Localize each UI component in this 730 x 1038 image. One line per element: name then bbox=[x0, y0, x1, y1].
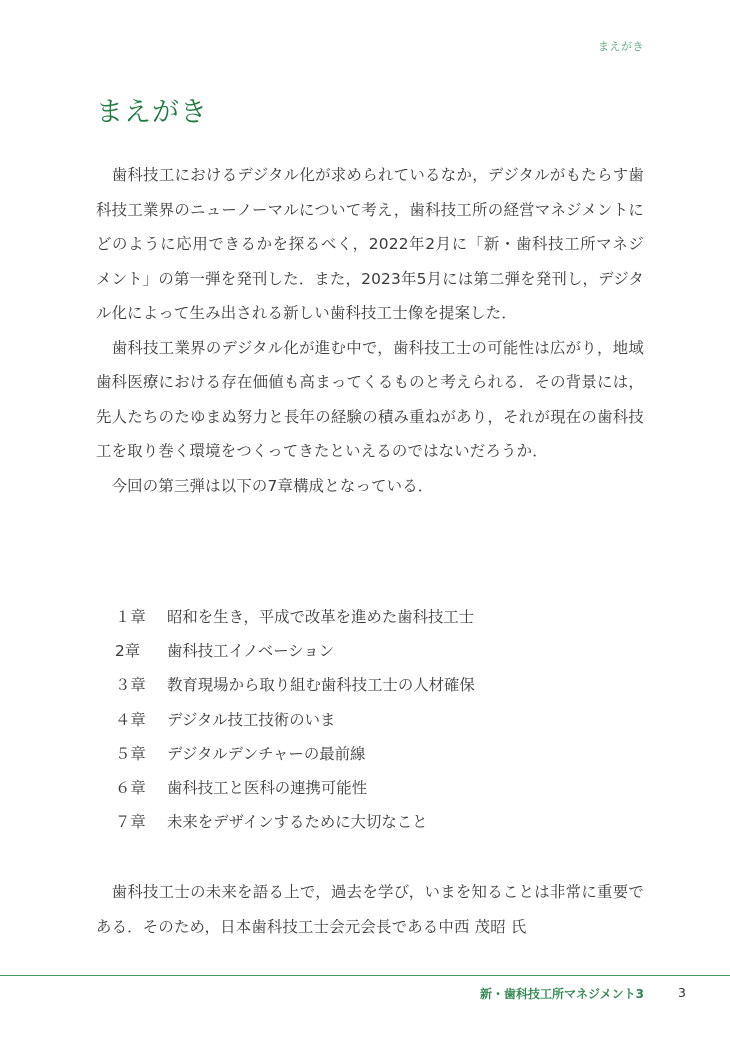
paragraph-3: 今回の第三弾は以下の7章構成となっている． bbox=[96, 476, 434, 495]
running-head: まえがき bbox=[598, 40, 644, 53]
chapter-item bbox=[115, 805, 475, 839]
chapter-number: ４章 bbox=[115, 710, 146, 729]
closing-text bbox=[96, 875, 644, 944]
chapter-list bbox=[115, 600, 475, 839]
chapter-title: デジタル技工技術のいま bbox=[167, 710, 336, 729]
chapter-title: 歯科技工と医科の連携可能性 bbox=[167, 779, 368, 798]
footer-rule bbox=[0, 975, 730, 976]
chapter-item bbox=[115, 668, 475, 702]
closing-paragraph: 歯科技工士の未来を語る上で，過去を学び，いまを知ることは非常に重要である．そのため，日本歯科技工士会元会長である中西 茂昭 氏 bbox=[96, 883, 644, 936]
chapter-item bbox=[115, 703, 475, 737]
chapter-item bbox=[115, 771, 475, 805]
page-title: まえがき bbox=[96, 97, 208, 128]
chapter-title: 歯科技工イノベーション bbox=[167, 642, 335, 661]
chapter-title: 未来をデザインするために大切なこと bbox=[167, 813, 428, 832]
chapter-item bbox=[115, 634, 475, 668]
chapter-title: デジタルデンチャーの最前線 bbox=[167, 744, 366, 763]
chapter-number: １章 bbox=[115, 608, 146, 626]
chapter-number: ５章 bbox=[115, 744, 146, 763]
chapter-number: 2章 bbox=[115, 642, 141, 661]
paragraph-1: 歯科技工におけるデジタル化が求められているなか，デジタルがもたらす歯科技工業界のニューノーマルについて考え，歯科技工所の経営マネジメントにどのように応用できるかを探るべく，2022年2月に「新・歯科技工所マネジメント」の第一弾を発刊した．また，2023年5月には第二弾を発刊し，デジタル化によって生み出される新しい歯科技工士像を提案した． bbox=[96, 166, 644, 322]
chapter-item bbox=[115, 600, 475, 634]
chapter-title: 昭和を生き，平成で改革を進めた歯科技工士 bbox=[167, 608, 475, 626]
chapter-number: ６章 bbox=[115, 779, 146, 798]
chapter-number: ７章 bbox=[115, 813, 146, 832]
chapter-number: ３章 bbox=[115, 676, 146, 695]
page-number: 3 bbox=[678, 985, 686, 1000]
chapter-title: 教育現場から取り組む歯科技工士の人材確保 bbox=[167, 676, 475, 695]
footer-book-title: 新・歯科技工所マネジメント3 bbox=[480, 987, 644, 1001]
body-text bbox=[96, 158, 644, 503]
chapter-item bbox=[115, 737, 475, 771]
paragraph-2: 歯科技工業界のデジタル化が進む中で，歯科技工士の可能性は広がり，地域歯科医療における存在価値も高まってくるものと考えられる．その背景には，先人たちのたゆまぬ努力と長年の経験の積み重ねがあり，それが現在の歯科技工を取り巻く環境をつくってきたといえるのではないだろうか． bbox=[96, 338, 644, 460]
